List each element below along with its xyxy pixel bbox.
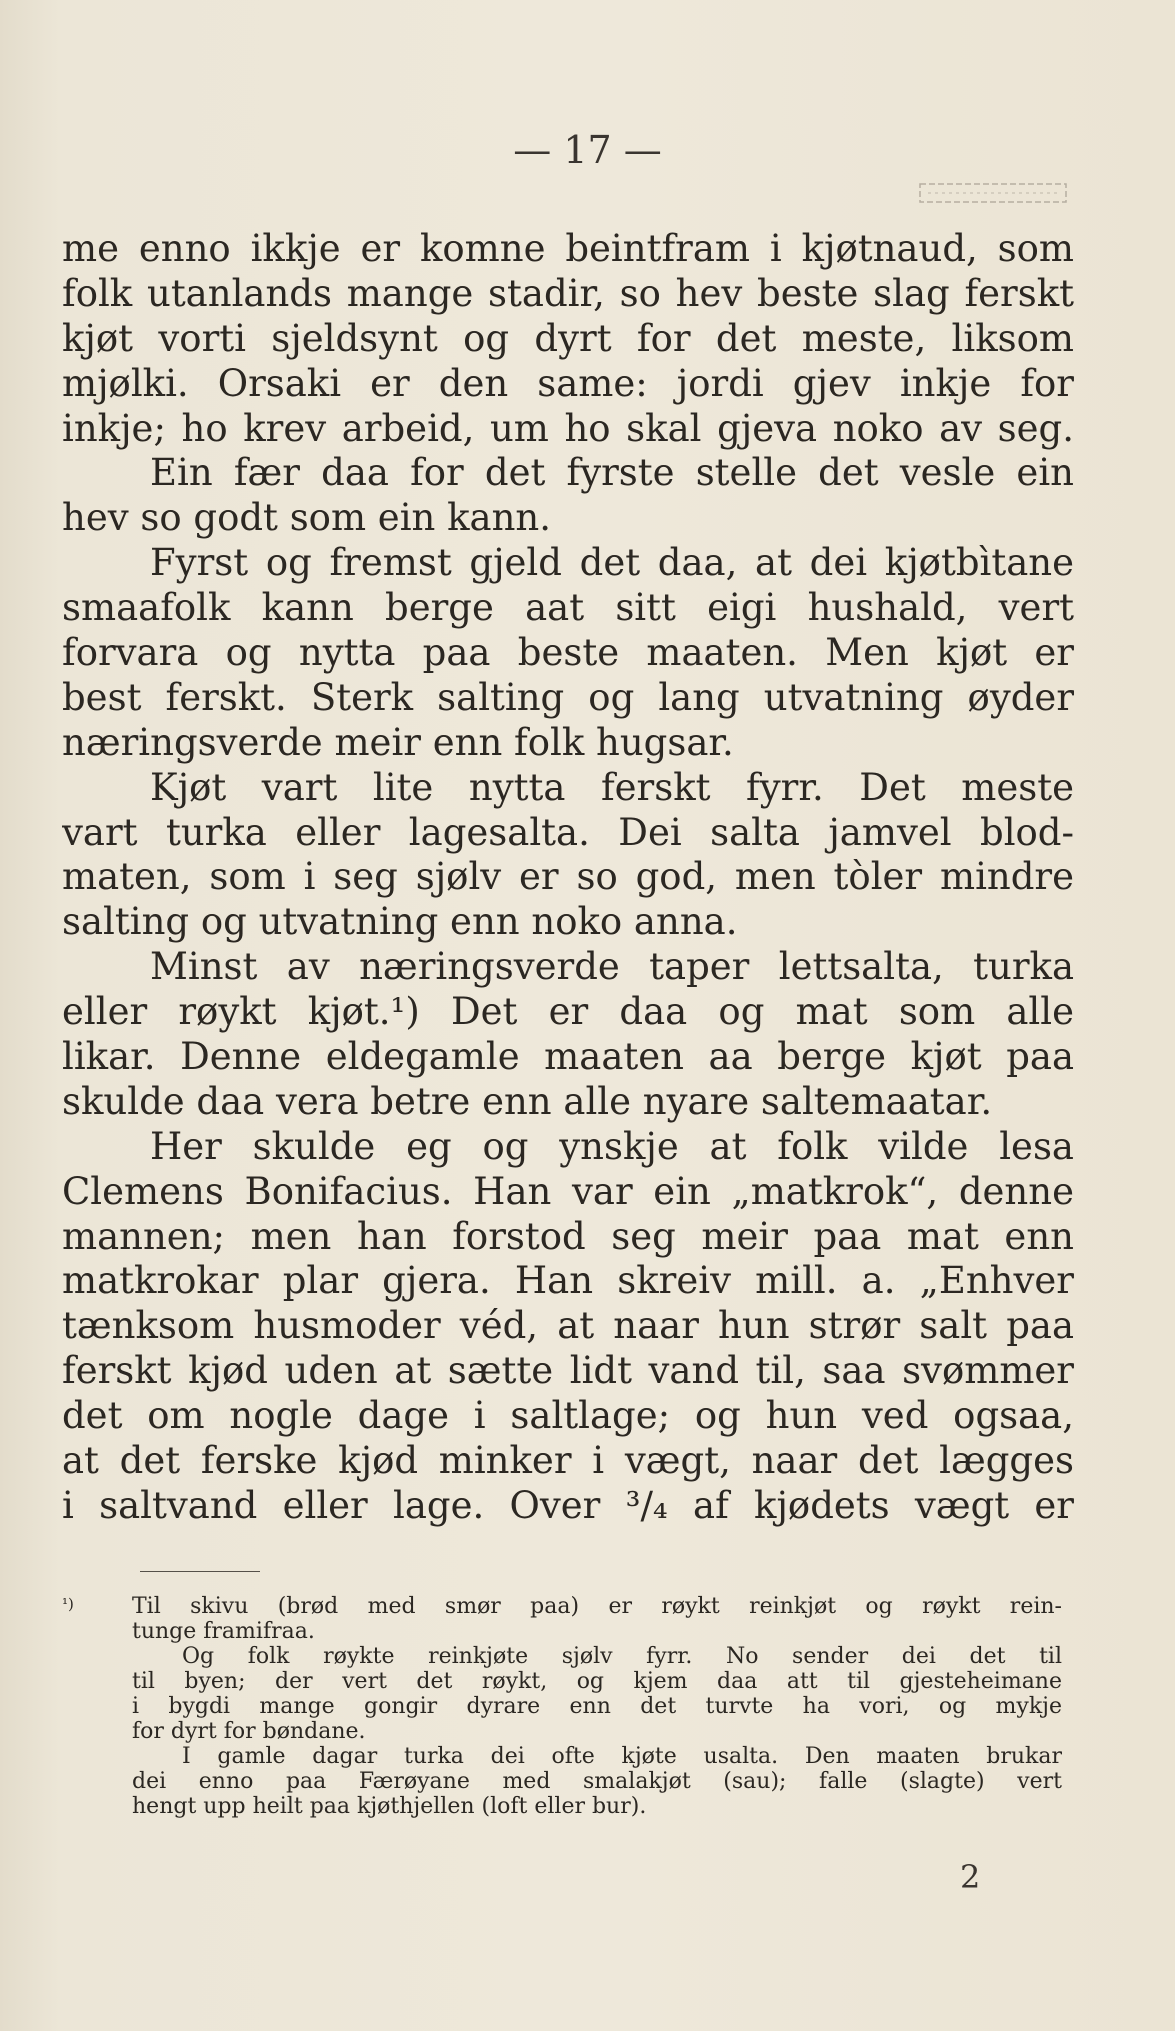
text-line: mjølki. Orsaki er den same: jordi gjev inkje for: [62, 361, 1074, 405]
footnote-line: [62, 1594, 1062, 1619]
text-line: det om nogle dage i saltlage; og hun ved ogsaa,: [62, 1394, 1074, 1438]
footnotes: [62, 1594, 1062, 1819]
footnote-line: tunge framifraa.: [132, 1619, 315, 1644]
text-line: Clemens Bonifacius. Han var ein „matkrok“, denne: [62, 1169, 1074, 1213]
text-line: forvara og nytta paa beste maaten. Men kjøt er: [62, 631, 1074, 675]
text-line: eller røykt kjøt.¹) Det er daa og mat som alle: [62, 990, 1074, 1034]
text-line: hev so godt som ein kann.: [62, 496, 552, 540]
footnote-marker: ¹): [62, 1595, 74, 1613]
text-line: Kjøt vart lite nytta ferskt fyrr. Det meste: [150, 765, 1074, 809]
text-line: mannen; men han forstod seg meir paa mat enn: [62, 1214, 1074, 1258]
text-line: matkrokar plar gjera. Han skreiv mill. a. „Enhver: [62, 1259, 1074, 1303]
text-line: likar. Denne eldegamle maaten aa berge kjøt paa: [62, 1035, 1074, 1079]
text-line: i saltvand eller lage. Over ³/₄ af kjødets vægt er: [62, 1483, 1074, 1527]
footnote-divider: [140, 1571, 260, 1572]
footnote-line: til byen; der vert det røykt, og kjem daa att til gjesteheimane: [132, 1669, 1062, 1694]
text-line: Fyrst og fremst gjeld det daa, at dei kjøtbìtane: [150, 541, 1074, 585]
text-line: Minst av næringsverde taper lettsalta, turka: [150, 945, 1074, 989]
text-line: folk utanlands mange stadir, so hev beste slag ferskt: [62, 271, 1074, 315]
signature-mark: 2: [960, 1858, 981, 1896]
text-line: salting og utvatning enn noko anna.: [62, 900, 738, 944]
text-line: best ferskt. Sterk salting og lang utvatning øyder: [62, 675, 1074, 719]
text-line: smaafolk kann berge aat sitt eigi hushald, vert: [62, 586, 1074, 630]
text-line: ferskt kjød uden at sætte lidt vand til, saa svømmer: [62, 1349, 1074, 1393]
text-line: Ein fær daa for det fyrste stelle det vesle ein: [150, 451, 1074, 495]
text-line: me enno ikkje er komne beintfram i kjøtnaud, som: [62, 227, 1074, 270]
text-line: kjøt vorti sjeldsynt og dyrt for det meste, liksom: [62, 316, 1074, 360]
footnote-line: I gamle dagar turka dei ofte kjøte usalta. Den maaten brukar: [182, 1744, 1062, 1769]
text-line: skulde daa vera betre enn alle nyare saltemaatar.: [62, 1079, 993, 1123]
library-stamp: [918, 180, 1088, 214]
footnote-text: Til skivu (brød med smør paa) er røykt reinkjøt og røykt rein-: [132, 1594, 1062, 1619]
text-line: næringsverde meir enn folk hugsar.: [62, 720, 734, 764]
footnote-line: for dyrt for bøndane.: [132, 1719, 366, 1744]
text-line: maten, som i seg sjølv er so god, men tòler mindre: [62, 855, 1074, 899]
footnote-line: Og folk røykte reinkjøte sjølv fyrr. No sender dei det til: [182, 1644, 1062, 1669]
footnote-line: dei enno paa Færøyane med smalakjøt (sau); falle (slagte) vert: [132, 1769, 1062, 1794]
footnote-line: i bygdi mange gongir dyrare enn det turvte ha vori, og mykje: [132, 1694, 1062, 1719]
text-line: inkje; ho krev arbeid, um ho skal gjeva noko av seg.: [62, 406, 1074, 450]
text-line: tænksom husmoder véd, at naar hun strør salt paa: [62, 1304, 1074, 1348]
text-line: Her skulde eg og ynskje at folk vilde lesa: [150, 1124, 1074, 1168]
text-line: at det ferske kjød minker i vægt, naar det lægges: [62, 1439, 1074, 1483]
page-number: — 17 —: [513, 128, 662, 172]
main-text: [62, 227, 1074, 1529]
text-line: vart turka eller lagesalta. Dei salta jamvel blod-: [62, 810, 1074, 854]
footnote-line: hengt upp heilt paa kjøthjellen (loft eller bur).: [132, 1794, 647, 1819]
